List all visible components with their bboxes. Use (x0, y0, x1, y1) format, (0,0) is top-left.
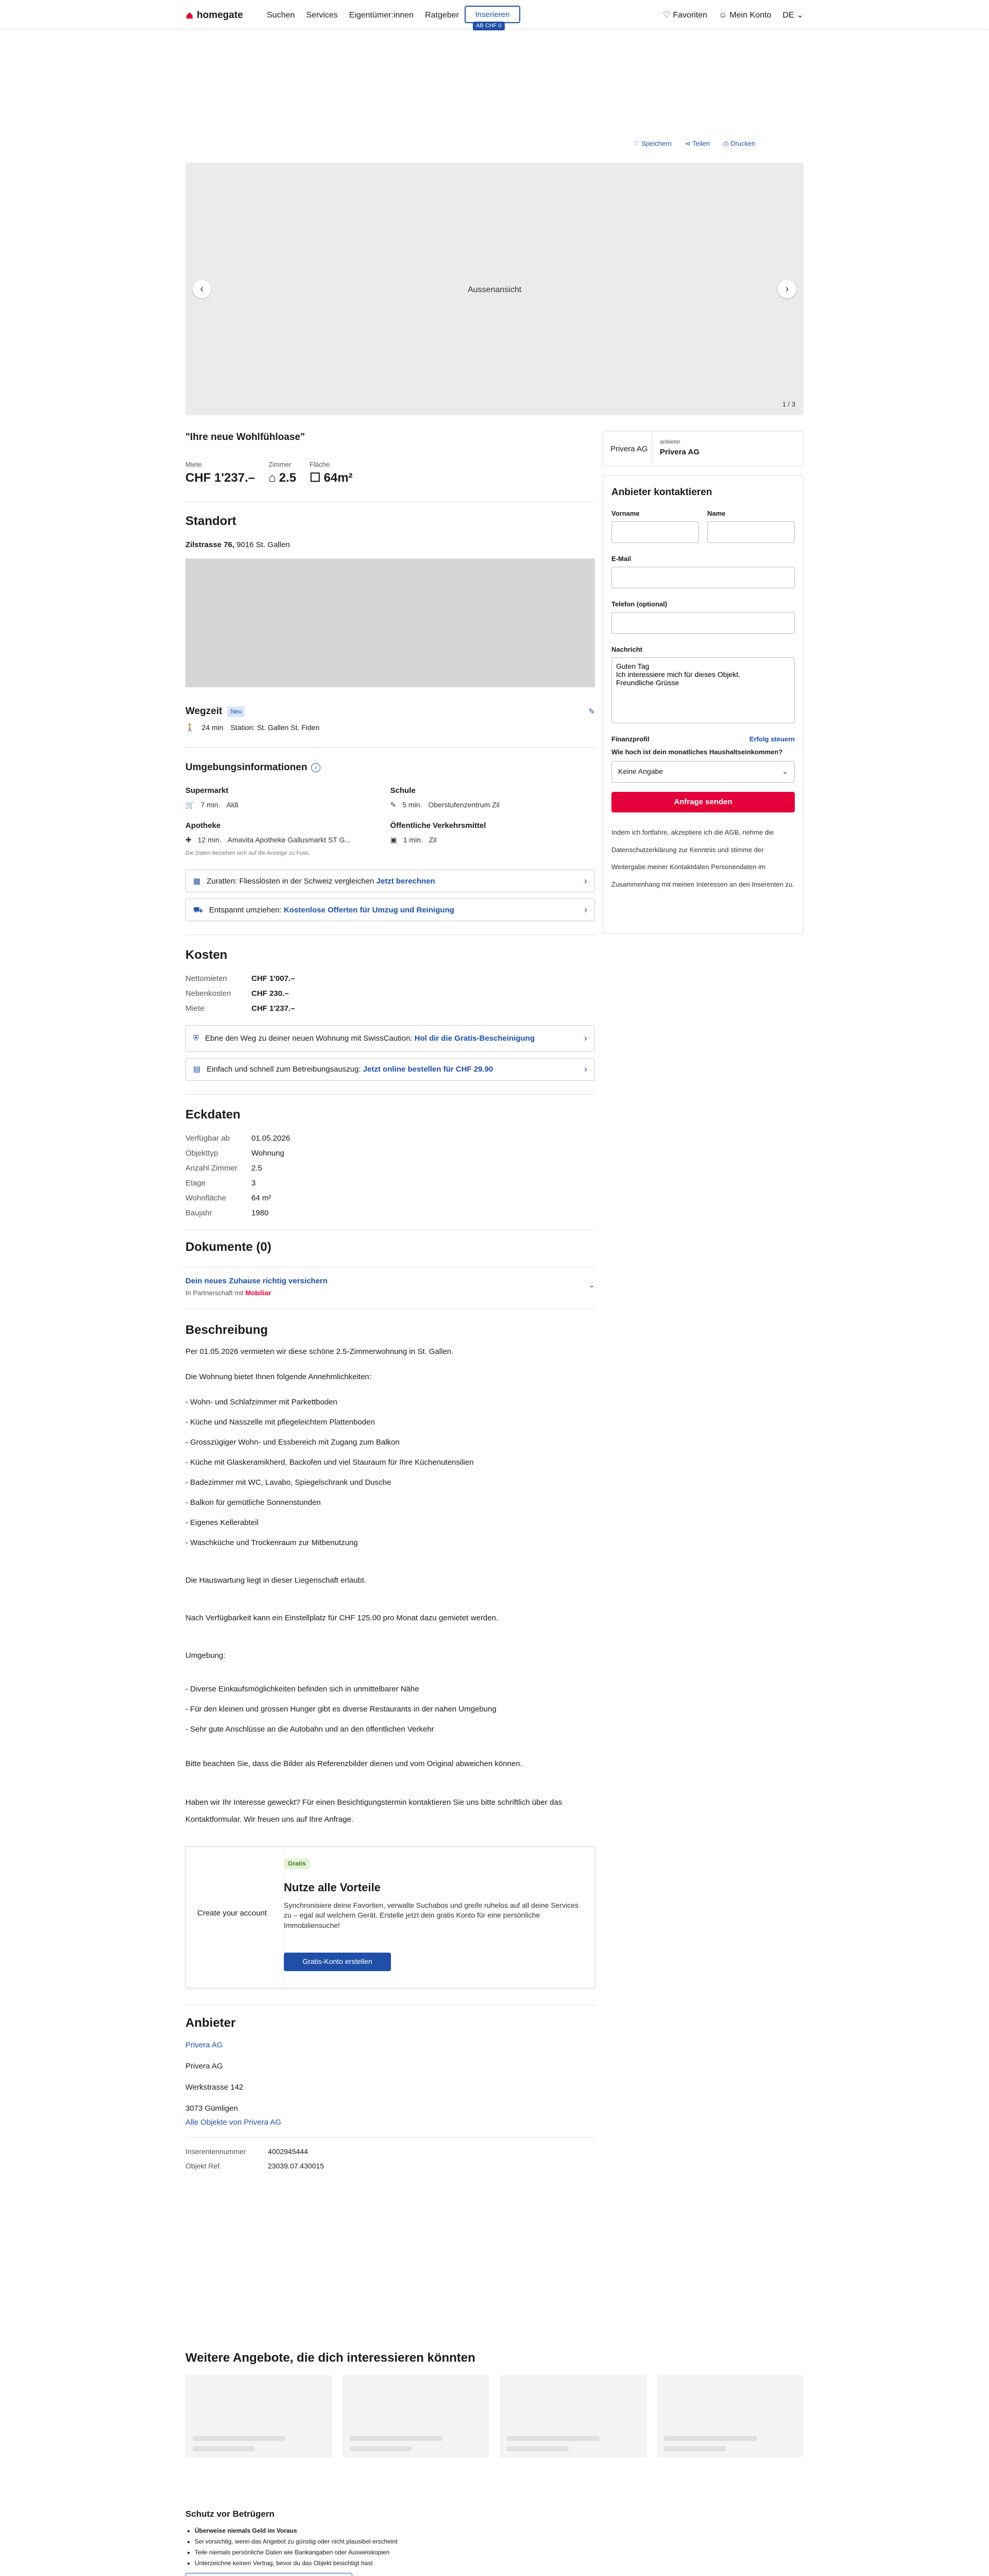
object-ref-label: Objekt Ref. (185, 2161, 222, 2170)
detail-row (185, 1178, 595, 1189)
income-select[interactable] (611, 761, 795, 783)
detail-row (185, 1148, 595, 1159)
save-label: Speichern (641, 140, 672, 147)
debt-extract-banner[interactable] (185, 1058, 595, 1081)
info-icon[interactable]: i (311, 763, 320, 772)
name-row (611, 509, 795, 543)
cost-label: Miete (185, 1004, 204, 1013)
detail-row (185, 1193, 595, 1204)
detail-label: Verfügbar ab (185, 1133, 230, 1143)
poi-school (390, 785, 595, 810)
share-label: Teilen (692, 140, 710, 147)
debt-extract-prefix: Einfach und schnell zum Betreibungsauszug: (207, 1065, 363, 1074)
description-paragraph: - Für den kleinen und grossen Hunger gibt es diverse Restaurants in der nahen Umgebung (185, 1704, 497, 1714)
favorites-label: Favoriten (673, 11, 708, 20)
commute-destination: Station: St. Gallen St. Fiden (230, 723, 320, 732)
poi-time: 1 min. (403, 836, 423, 844)
area-icon: ☐ (309, 470, 321, 485)
cost-row (185, 1003, 595, 1014)
costs-heading: Kosten (185, 948, 228, 962)
description-paragraph: - Eigenes Kellerabteil (185, 1518, 259, 1527)
details-table (185, 1133, 595, 1218)
cost-value: CHF 1'007.– (251, 974, 295, 983)
advertiser-line: 3073 Gümligen (185, 2104, 238, 2113)
description-paragraph: Die Wohnung bietet Ihnen folgende Annehmlichkeiten: (185, 1372, 371, 1381)
swisscaution-prefix: Ebne den Weg zu deiner neuen Wohnung mit SwissCaution: (205, 1034, 415, 1043)
bus-icon: ▣ (390, 836, 397, 844)
truck-icon: ⛟ (193, 905, 203, 914)
print-label: Drucken (730, 140, 756, 147)
nav-item-guide[interactable]: Ratgeber (425, 11, 459, 20)
recommendations-heading: Weitere Angebote, die dich interessieren könnten (185, 2351, 475, 2365)
divider (185, 2137, 595, 2138)
site-header (0, 0, 989, 29)
advertiser-by-label: anbieter (660, 439, 680, 445)
save-button[interactable]: ♡ Speichern (634, 140, 672, 147)
main-nav (267, 10, 459, 21)
cost-row (185, 988, 595, 999)
address-street: Zilstrasse 76, (185, 540, 235, 549)
poi-time: 5 min. (402, 800, 422, 809)
insert-price-badge: AB CHF 0 (473, 22, 505, 30)
detail-label: Anzahl Zimmer (185, 1163, 237, 1173)
language-selector[interactable] (782, 10, 804, 21)
object-ref-value: 23039.07.430015 (268, 2161, 324, 2170)
insurance-teaser[interactable] (185, 1276, 595, 1301)
account-link[interactable] (719, 10, 771, 21)
chevron-right-icon: › (785, 283, 789, 295)
poi-time: 7 min. (200, 800, 220, 809)
lastname-group (707, 509, 795, 543)
rent-value: CHF 1'237.– (185, 470, 255, 485)
finance-question: Wie hoch ist dein monatliches Haushaltseinkommen? (611, 748, 783, 756)
account-label: Mein Konto (729, 11, 772, 20)
detail-label: Baujahr (185, 1208, 212, 1217)
details-heading: Eckdaten (185, 1107, 241, 1122)
skeleton-line (507, 2436, 600, 2441)
advertiser-all-listings-link[interactable]: Alle Objekte von Privera AG (185, 2118, 281, 2127)
detail-row (185, 1163, 595, 1174)
description-paragraph: Per 01.05.2026 vermieten wir diese schöne 2.5-Zimmerwohnung in St. Gallen. (185, 1347, 454, 1356)
debt-extract-text (207, 1064, 493, 1075)
contact-sidebar (603, 431, 804, 934)
account-promo (185, 1846, 595, 1988)
advertiser-info (185, 2040, 595, 2171)
new-badge: Neu (227, 706, 245, 717)
description-paragraph: - Küche und Nasszelle mit pflegeleichtem Plattenboden (185, 1417, 375, 1427)
poi-name: Zil (429, 836, 437, 844)
insert-button[interactable]: Inserieren (465, 6, 520, 23)
description-heading: Beschreibung (185, 1323, 268, 1337)
object-ref-row (185, 2161, 595, 2172)
legal-notice: Indem ich fortfahre, akzeptiere ich die AGB, nehme die Datenschutzerklärung zur Kenntnis und stimme der Weitergabe meiner Kontaktdaten Personendaten im Zusammenhang mit meinen Interessen an den Inserenten zu. (611, 828, 794, 889)
insurance-link: Dein neues Zuhause richtig versichern (185, 1277, 328, 1286)
cost-value: CHF 230.– (251, 989, 289, 998)
poi-pharmacy (185, 820, 390, 845)
tax-banner-text (207, 876, 435, 887)
rooms-fact (268, 460, 296, 487)
house-icon: ⌂ (268, 470, 276, 485)
description-paragraph: - Küche mit Glaskeramikherd, Backofen und viel Stauraum für Ihre Küchenutensilien (185, 1458, 474, 1467)
cost-row (185, 973, 595, 984)
advertiser-name-link[interactable]: Privera AG (185, 2041, 223, 2050)
description-paragraph: - Grosszügiger Wohn- und Essbereich mit Zugang zum Balkon (185, 1437, 400, 1447)
nav-item-search[interactable]: Suchen (267, 11, 295, 20)
description-paragraph: - Balkon für gemütliche Sonnenstunden (185, 1498, 321, 1507)
edit-icon[interactable]: ✎ (588, 707, 595, 716)
chevron-left-icon: ‹ (200, 283, 204, 295)
advertiser-by-name: Privera AG (660, 448, 700, 456)
poi-label: Supermarkt (185, 786, 229, 795)
skeleton-line (664, 2446, 726, 2451)
description-paragraph: - Badezimmer mit WC, Lavabo, Spiegelschrank und Dusche (185, 1478, 391, 1487)
fraud-heading: Schutz vor Betrügern (185, 2509, 275, 2519)
message-label: Nachricht (611, 646, 642, 654)
surroundings-note: Die Daten beziehen sich auf die Anzeige zu Fuss. (185, 850, 311, 856)
recommendation-card[interactable] (185, 2375, 332, 2458)
rooms-label: Zimmer (268, 460, 292, 468)
email-field[interactable] (611, 567, 795, 588)
lastname-label: Name (707, 509, 726, 517)
finance-label: Finanzprofil (611, 735, 650, 743)
advertiser-id-label: Inserentennummer (185, 2147, 246, 2156)
moving-banner[interactable] (185, 899, 595, 921)
gallery-prev-button[interactable] (193, 280, 211, 298)
free-badge: Gratis (284, 1858, 310, 1869)
swisscaution-link: Hol dir die Gratis-Bescheinigung (414, 1034, 535, 1043)
calculator-icon: ▦ (193, 876, 201, 886)
moving-banner-text (209, 905, 454, 916)
cost-value: CHF 1'237.– (251, 1004, 295, 1013)
detail-value: 64 m² (251, 1193, 271, 1202)
swisscaution-banner-text (205, 1033, 555, 1044)
description-paragraph: Haben wir Ihr Interesse geweckt? Für einen Besichtigungstermin kontaktieren Sie uns bitte schriftlich über das Kontaktformular. Wir freuen uns auf Ihre Anfrage. (185, 1798, 562, 1824)
fraud-item: • Überweise niemals Geld im Voraus (195, 2526, 546, 2536)
description-paragraph: Umgebung: (185, 1651, 226, 1660)
advertiser-id-row (185, 2147, 595, 2157)
description-paragraph: - Sehr gute Anschlüsse an die Autobahn und an den öffentlichen Verkehr (185, 1724, 434, 1734)
skeleton-line (664, 2436, 757, 2441)
area-fact (310, 460, 353, 487)
description-body (185, 1346, 595, 1828)
shield-icon: ⛨ (193, 1034, 199, 1043)
poi-grid (185, 785, 595, 845)
contact-form-heading: Anbieter kontaktieren (611, 487, 712, 498)
skeleton-line (193, 2436, 285, 2441)
mobiliar-logo: Mobiliar (245, 1289, 271, 1297)
chevron-right-icon: › (584, 904, 587, 915)
poi-name: Oberstufenzentrum Zil (428, 800, 500, 809)
promo-text: Synchronisiere deine Favoriten, verwalte Suchabos und greife ruhelos auf all deine Services zu – egal auf welchem Gerät. Erstelle jetzt dein gratis Konto für eine persönliche Immobiliensuche! (284, 1901, 578, 1929)
surroundings-heading: Umgebungsinformationen (185, 762, 308, 773)
fraud-item: • Teile niemals persönliche Daten wie Bankangaben oder Ausweiskopien (195, 2547, 546, 2558)
poi-label: Schule (390, 786, 416, 795)
costs-table (185, 973, 595, 1014)
tax-banner-prefix: Zuratlen: Fliesslösten in der Schweiz vergleichen (207, 876, 377, 886)
listing-toolbar (634, 139, 756, 148)
key-facts (185, 460, 595, 487)
advertiser-line: Werkstrasse 142 (185, 2083, 244, 2092)
detail-value: 1980 (251, 1208, 269, 1217)
rooms-value: 2.5 (279, 470, 296, 485)
detail-row (185, 1133, 595, 1144)
skeleton-line (193, 2446, 254, 2451)
image-gallery[interactable] (185, 163, 804, 415)
school-icon: ✎ (390, 800, 397, 809)
tax-banner-link: Jetzt berechnen (376, 876, 435, 886)
logo-text: homegate (197, 10, 243, 21)
poi-name: Aldi (226, 800, 238, 809)
firstname-label: Vorname (611, 509, 640, 517)
promo-heading: Nutze alle Vorteile (284, 1880, 381, 1894)
fraud-list (185, 2526, 546, 2569)
homegate-logo-icon (185, 11, 194, 20)
surroundings-header (185, 761, 595, 775)
skeleton-line (350, 2436, 442, 2441)
fraud-item: • Unterzeichne keinen Vertrag, bevor du das Objekt besichtigt hast (195, 2558, 546, 2569)
phone-field[interactable] (611, 612, 795, 634)
header-actions (663, 10, 804, 21)
chevron-right-icon: › (584, 1033, 587, 1044)
location-map[interactable] (185, 558, 595, 687)
print-button[interactable]: ⎙ Drucken (723, 140, 756, 147)
detail-label: Objekttyp (185, 1148, 218, 1158)
poi-label: Apotheke (185, 821, 221, 831)
chevron-right-icon: › (584, 875, 587, 886)
poi-label: Öffentliche Verkehrsmittel (390, 821, 486, 831)
commute-section (185, 705, 595, 719)
contact-form (603, 475, 804, 934)
description-paragraph: - Diverse Einkaufsmöglichkeiten befinden sich in unmittelbarer Nähe (185, 1684, 419, 1693)
advertiser-heading: Anbieter (185, 2015, 236, 2030)
insurance-partner-label: In Partnerschaft mit (185, 1289, 244, 1297)
detail-value: 3 (251, 1178, 256, 1188)
advertiser-logo-text: Privera AG (610, 445, 648, 453)
swisscaution-banner[interactable] (185, 1025, 595, 1052)
description-paragraph: Bitte beachten Sie, dass die Bilder als Referenzbilder dienen und vom Original abweichen können. (185, 1759, 522, 1768)
area-value: 64m² (323, 470, 353, 485)
share-button[interactable]: ⋖ Teilen (685, 140, 710, 147)
poi-supermarket (185, 785, 390, 810)
skeleton-line (350, 2446, 412, 2451)
finance-row (611, 735, 795, 744)
moving-banner-prefix: Entspannt umziehen: (209, 905, 284, 914)
tax-banner[interactable] (185, 870, 595, 892)
description-paragraph: Nach Verfügbarkeit kann ein Einstellplatz für CHF 125.00 pro Monat dazu gemietet werden. (185, 1613, 499, 1622)
send-request-button[interactable]: Anfrage senden (611, 792, 795, 812)
address (185, 539, 595, 550)
lastname-field[interactable] (707, 521, 795, 543)
phone-label: Telefon (optional) (611, 600, 668, 608)
rent-fact (185, 460, 255, 487)
poi-time: 12 min. (197, 836, 221, 844)
insurance-partner (185, 1289, 595, 1298)
chevron-down-icon: ⌄ (588, 1281, 595, 1290)
message-field[interactable] (611, 657, 795, 723)
description-paragraph: - Wohn- und Schlafzimmer mit Parkettboden (185, 1397, 337, 1406)
main-column (185, 431, 595, 2171)
address-city: 9016 St. Gallen (234, 540, 290, 549)
chevron-down-icon: ⌄ (782, 767, 788, 775)
cart-icon: 🛒 (185, 800, 195, 809)
chevron-right-icon: › (584, 1064, 587, 1075)
listing-title: "Ihre neue Wohlfühloase" (185, 432, 305, 443)
poi-name: Amavita Apotheke Gallusmarkt ST G... (227, 836, 351, 844)
divider (185, 747, 595, 748)
document-icon: ▤ (193, 1065, 201, 1074)
advertiser-id-value: 4002945444 (268, 2147, 308, 2156)
detail-value: 2.5 (251, 1163, 262, 1173)
gallery-image-label: Aussenansicht (467, 285, 522, 294)
recommendation-card[interactable] (343, 2375, 489, 2458)
commute-heading: Wegzeit (185, 705, 223, 717)
moving-banner-link: Kostenlose Offerten für Umzug und Reinigung (283, 905, 454, 914)
language-label: DE (782, 11, 794, 20)
detail-label: Etage (185, 1178, 206, 1188)
advertiser-line: Privera AG (185, 2062, 223, 2071)
promo-left-label: Create your account (197, 1908, 267, 1918)
detail-value: 01.05.2026 (251, 1133, 291, 1143)
firstname-group (611, 509, 699, 543)
recommendation-card[interactable] (500, 2375, 646, 2458)
detail-label: Wohnfläche (185, 1193, 226, 1202)
income-select-value: Keine Angabe (618, 767, 663, 775)
cost-label: Nettomieten (185, 974, 227, 983)
divider (185, 1094, 595, 1095)
detail-value: Wohnung (251, 1148, 284, 1158)
commute-time: 24 min (201, 723, 224, 732)
email-label: E-Mail (611, 554, 632, 563)
cost-label: Nebenkosten (185, 989, 231, 998)
user-icon: ☺ (719, 11, 727, 20)
favorites-link[interactable] (663, 10, 707, 21)
poi-transport (390, 820, 595, 845)
report-listing-button[interactable] (185, 2573, 352, 2576)
create-account-button[interactable]: Gratis-Konto erstellen (284, 1953, 391, 1971)
area-label: Fläche (309, 460, 330, 468)
nav-item-owners[interactable]: Eigentümer:innen (349, 11, 414, 20)
nav-item-services[interactable]: Services (306, 11, 338, 20)
debt-extract-link: Jetzt online bestellen für CHF 29.90 (363, 1065, 493, 1074)
detail-row (185, 1208, 595, 1218)
advertiser-card (603, 431, 804, 467)
rent-label: Miete (185, 460, 202, 468)
walk-icon: 🚶 (185, 723, 195, 732)
skeleton-line (507, 2446, 569, 2451)
finance-link[interactable]: Erfolg steuern (749, 735, 795, 743)
description-paragraph: - Waschküche und Trockenraum zur Mitbenutzung (185, 1538, 358, 1547)
gallery-counter: 1 / 3 (782, 400, 795, 408)
heart-icon: ♡ (663, 11, 671, 20)
pharmacy-icon: ✚ (185, 836, 192, 844)
recommendation-card[interactable] (657, 2375, 804, 2458)
firstname-field[interactable] (611, 521, 699, 543)
fraud-item: • Sei vorsichtig, wenn das Angebot zu günstig oder nicht plausibel erscheint (195, 2536, 546, 2547)
fraud-protection (185, 2508, 546, 2576)
documents-heading: Dokumente (0) (185, 1240, 271, 1254)
commute-row (185, 723, 595, 733)
description-paragraph: Die Hauswartung liegt in dieser Liegenschaft erlaubt. (185, 1575, 367, 1585)
location-heading: Standort (185, 514, 236, 529)
chevron-down-icon: ⌄ (796, 11, 804, 20)
homegate-logo[interactable] (185, 9, 243, 23)
gallery-next-button[interactable] (778, 280, 796, 298)
